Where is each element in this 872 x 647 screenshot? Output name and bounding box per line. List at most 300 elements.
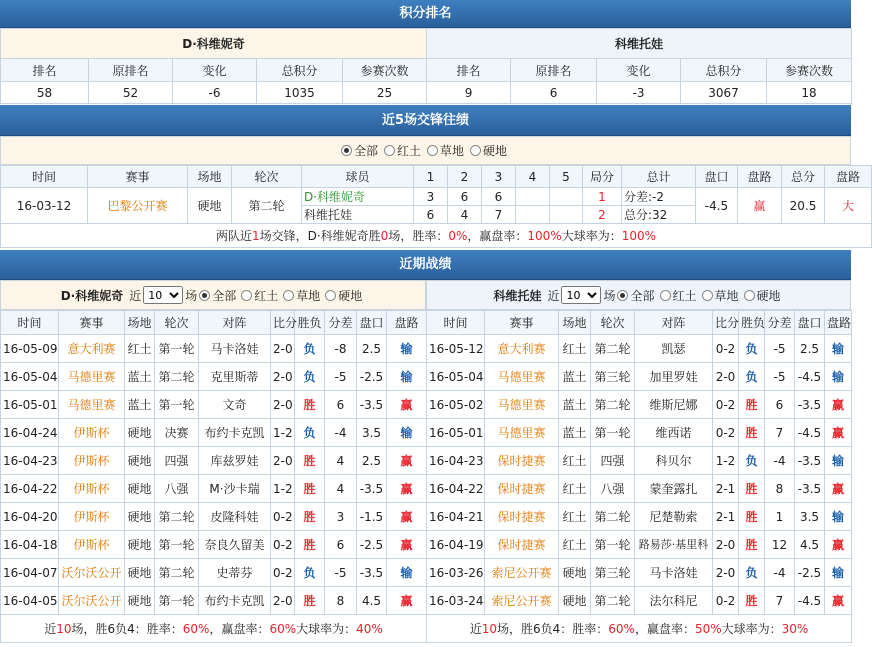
row-round: 第三轮 xyxy=(591,363,635,391)
row-surface: 硬地 xyxy=(125,475,155,503)
row-diff: 12 xyxy=(765,531,795,559)
row-diff: 3 xyxy=(325,503,357,531)
recent-right-filter-label: 红土 xyxy=(672,288,697,303)
row-pan: 输 xyxy=(387,363,427,391)
row-diff: 4 xyxy=(325,475,357,503)
summary-t2: 场，胜6负4：胜率： xyxy=(496,622,609,636)
row-date: 16-05-01 xyxy=(427,419,485,447)
row-handicap: -2.5 xyxy=(795,559,825,587)
row-handicap: -2.5 xyxy=(357,363,387,391)
recent-right-filter-label: 硬地 xyxy=(756,288,781,303)
recent-header: 时间 xyxy=(427,311,485,335)
row-result: 负 xyxy=(739,335,765,363)
summary-n: 10 xyxy=(481,622,497,636)
row-result: 胜 xyxy=(739,587,765,615)
row-result: 负 xyxy=(295,335,325,363)
summary-t4: 大球率为： xyxy=(721,622,782,636)
table-row xyxy=(1,391,427,419)
row-event[interactable]: 伊斯杯 xyxy=(59,419,125,447)
recent-header: 盘口 xyxy=(357,311,387,335)
row-round: 第二轮 xyxy=(591,503,635,531)
row-score: 2-1 xyxy=(713,475,739,503)
radio-icon[interactable] xyxy=(427,145,438,156)
row-event[interactable]: 伊斯杯 xyxy=(59,503,125,531)
row-pan: 输 xyxy=(387,335,427,363)
row-opponent[interactable]: 奈良久留美 xyxy=(199,531,271,559)
recent-header: 盘路 xyxy=(387,311,427,335)
h2h-pan-result: 赢 xyxy=(738,188,782,224)
row-diff: 8 xyxy=(765,475,795,503)
row-score: 2-0 xyxy=(271,391,295,419)
row-round: 第二轮 xyxy=(155,363,199,391)
h2h-date: 16-03-12 xyxy=(1,188,88,224)
standings-header: 变化 xyxy=(597,59,681,82)
radio-icon[interactable] xyxy=(617,290,628,301)
radio-icon[interactable] xyxy=(470,145,481,156)
table-row xyxy=(1,531,427,559)
h2h-summary-text: 大球率为： xyxy=(561,229,622,243)
row-result: 胜 xyxy=(739,391,765,419)
standings-header: 变化 xyxy=(173,59,257,82)
row-event[interactable]: 保时捷赛 xyxy=(485,447,559,475)
row-score: 2-1 xyxy=(713,503,739,531)
row-result: 胜 xyxy=(295,587,325,615)
row-event[interactable]: 沃尔沃公开 xyxy=(59,587,125,615)
recent-right-filter-option[interactable] xyxy=(660,287,697,304)
row-handicap: -3.5 xyxy=(357,559,387,587)
h2h-header: 轮次 xyxy=(232,166,302,188)
row-opponent[interactable]: 法尔科尼 xyxy=(635,587,713,615)
row-opponent[interactable]: 库兹罗娃 xyxy=(199,447,271,475)
row-round: 第一轮 xyxy=(155,391,199,419)
h2h-summary-winrate: 0% xyxy=(448,229,468,243)
row-score: 2-0 xyxy=(713,531,739,559)
row-date: 16-04-23 xyxy=(1,447,59,475)
table-row xyxy=(427,363,852,391)
h2h-player1[interactable]: D·科维妮奇 xyxy=(302,188,414,206)
row-surface: 红土 xyxy=(559,335,591,363)
row-date: 16-03-26 xyxy=(427,559,485,587)
row-surface: 硬地 xyxy=(125,503,155,531)
h2h-p2-set2: 4 xyxy=(448,206,482,224)
h2h-p2-games: 2 xyxy=(583,206,622,224)
row-opponent[interactable]: 克里斯蒂 xyxy=(199,363,271,391)
h2h-header: 赛事 xyxy=(88,166,188,188)
table-row xyxy=(1,419,427,447)
recent-left-panel xyxy=(0,280,426,643)
row-event[interactable]: 马德里赛 xyxy=(485,363,559,391)
table-row xyxy=(1,587,427,615)
row-opponent[interactable]: 马卡洛娃 xyxy=(635,559,713,587)
row-pan: 输 xyxy=(825,335,852,363)
row-round: 决赛 xyxy=(155,419,199,447)
h2h-header: 球员 xyxy=(302,166,414,188)
table-row xyxy=(1,503,427,531)
recent-header: 比分 xyxy=(271,311,295,335)
h2h-player2[interactable]: 科维托娃 xyxy=(302,206,414,224)
h2h-header: 总分 xyxy=(782,166,825,188)
h2h-summary-count: 1 xyxy=(251,229,260,243)
standings-value: 9 xyxy=(427,82,511,104)
recent-right-filter-option[interactable] xyxy=(702,287,739,304)
row-opponent[interactable]: 蒙奎露扎 xyxy=(635,475,713,503)
row-pan: 赢 xyxy=(387,447,427,475)
row-score: 0-2 xyxy=(713,419,739,447)
row-event[interactable]: 索尼公开赛 xyxy=(485,587,559,615)
row-result: 胜 xyxy=(295,475,325,503)
h2h-filter-option[interactable] xyxy=(384,142,421,159)
row-round: 第二轮 xyxy=(155,503,199,531)
row-pan: 赢 xyxy=(387,531,427,559)
row-handicap: 2.5 xyxy=(795,335,825,363)
table-row xyxy=(1,475,427,503)
summary-n: 10 xyxy=(56,622,72,636)
row-pan: 输 xyxy=(387,419,427,447)
match-count-select[interactable] xyxy=(561,286,601,304)
row-event[interactable]: 沃尔沃公开 xyxy=(59,559,125,587)
recent-header: 对阵 xyxy=(199,311,271,335)
row-event[interactable]: 保时捷赛 xyxy=(485,475,559,503)
row-surface: 硬地 xyxy=(125,447,155,475)
row-event[interactable]: 伊斯杯 xyxy=(59,531,125,559)
radio-icon[interactable] xyxy=(325,290,336,301)
table-row xyxy=(427,447,852,475)
row-date: 16-04-22 xyxy=(1,475,59,503)
row-date: 16-05-02 xyxy=(427,391,485,419)
summary-t1: 近 xyxy=(44,622,57,636)
recent-left-player[interactable]: D·科维妮奇 xyxy=(60,288,124,303)
row-opponent[interactable]: 布约卡克凯 xyxy=(199,419,271,447)
row-event[interactable]: 保时捷赛 xyxy=(485,503,559,531)
recent-right-filter-option[interactable] xyxy=(744,287,781,304)
row-round: 第二轮 xyxy=(591,587,635,615)
row-score: 2-0 xyxy=(713,559,739,587)
row-diff: -5 xyxy=(765,363,795,391)
row-round: 第一轮 xyxy=(591,419,635,447)
row-pan: 输 xyxy=(825,559,852,587)
recent-right-filter-option[interactable] xyxy=(617,287,654,304)
h2h-p1-set2: 6 xyxy=(448,188,482,206)
row-opponent[interactable]: 路易莎·基里科 xyxy=(635,531,713,559)
standings-header: 总积分 xyxy=(257,59,343,82)
row-opponent[interactable]: 马卡洛娃 xyxy=(199,335,271,363)
row-handicap: 2.5 xyxy=(357,447,387,475)
recent-left-filter-option[interactable] xyxy=(241,287,278,304)
row-date: 16-05-04 xyxy=(427,363,485,391)
row-opponent[interactable]: 史蒂芬 xyxy=(199,559,271,587)
h2h-p2-set1: 6 xyxy=(414,206,448,224)
row-handicap: 4.5 xyxy=(357,587,387,615)
row-round: 第一轮 xyxy=(591,531,635,559)
standings-header: 参赛次数 xyxy=(767,59,852,82)
row-result: 负 xyxy=(739,559,765,587)
row-round: 第二轮 xyxy=(591,391,635,419)
row-pan: 赢 xyxy=(387,587,427,615)
h2h-p2-set3: 7 xyxy=(482,206,516,224)
row-event[interactable]: 马德里赛 xyxy=(485,419,559,447)
row-event[interactable]: 意大利赛 xyxy=(485,335,559,363)
row-round: 第一轮 xyxy=(155,335,199,363)
h2h-p2-set4 xyxy=(516,206,550,224)
row-round: 第一轮 xyxy=(155,587,199,615)
h2h-header: 4 xyxy=(516,166,550,188)
table-row xyxy=(1,447,427,475)
h2h-filter-option[interactable] xyxy=(427,142,464,159)
near-label: 近 xyxy=(547,288,560,303)
standings-table xyxy=(0,28,852,104)
h2h-header: 1 xyxy=(414,166,448,188)
row-handicap: -2.5 xyxy=(357,531,387,559)
h2h-filter-label: 全部 xyxy=(353,144,378,158)
table-row xyxy=(427,531,852,559)
recent-right-player[interactable]: 科维托娃 xyxy=(493,288,542,303)
row-event[interactable]: 马德里赛 xyxy=(59,363,125,391)
h2h-p1-set1: 3 xyxy=(414,188,448,206)
h2h-p2-set5 xyxy=(550,206,583,224)
recent-right-panel xyxy=(426,280,851,643)
row-surface: 蓝土 xyxy=(125,391,155,419)
recent-header: 时间 xyxy=(1,311,59,335)
row-score: 1-2 xyxy=(271,475,295,503)
radio-icon[interactable] xyxy=(341,145,352,156)
row-handicap: -4.5 xyxy=(795,363,825,391)
standings-value: 3067 xyxy=(681,82,767,104)
row-handicap: -4.5 xyxy=(795,419,825,447)
radio-icon[interactable] xyxy=(384,145,395,156)
standings-left-player: D·科维妮奇 xyxy=(1,29,427,59)
h2h-event[interactable]: 巴黎公开赛 xyxy=(88,188,188,224)
row-event[interactable]: 索尼公开赛 xyxy=(485,559,559,587)
h2h-filter-label: 硬地 xyxy=(483,144,508,158)
table-row xyxy=(1,363,427,391)
row-score: 0-2 xyxy=(713,335,739,363)
row-round: 第二轮 xyxy=(591,335,635,363)
row-opponent[interactable]: 皮隆科娃 xyxy=(199,503,271,531)
row-surface: 蓝土 xyxy=(559,391,591,419)
recent-left-filter-option[interactable] xyxy=(199,287,236,304)
row-surface: 红土 xyxy=(559,531,591,559)
row-handicap: -1.5 xyxy=(357,503,387,531)
row-date: 16-04-05 xyxy=(1,587,59,615)
radio-icon[interactable] xyxy=(702,290,713,301)
row-pan: 赢 xyxy=(387,503,427,531)
row-event[interactable]: 伊斯杯 xyxy=(59,475,125,503)
radio-icon[interactable] xyxy=(241,290,252,301)
h2h-filter-option[interactable] xyxy=(341,142,378,159)
row-event[interactable]: 马德里赛 xyxy=(485,391,559,419)
h2h-header: 盘路 xyxy=(825,166,872,188)
recent-left-filter-bar xyxy=(0,280,426,310)
row-handicap: -3.5 xyxy=(795,391,825,419)
row-event[interactable]: 意大利赛 xyxy=(59,335,125,363)
row-event[interactable]: 马德里赛 xyxy=(59,391,125,419)
row-handicap: 3.5 xyxy=(795,503,825,531)
row-surface: 硬地 xyxy=(125,419,155,447)
row-result: 胜 xyxy=(295,503,325,531)
row-pan: 输 xyxy=(825,363,852,391)
standings-value: 1035 xyxy=(257,82,343,104)
standings-value: 25 xyxy=(343,82,427,104)
row-score: 2-0 xyxy=(713,363,739,391)
row-opponent[interactable]: 文奇 xyxy=(199,391,271,419)
h2h-filter-option[interactable] xyxy=(470,142,507,159)
row-score: 0-2 xyxy=(713,587,739,615)
row-opponent[interactable]: 尼楚勒索 xyxy=(635,503,713,531)
row-pan: 输 xyxy=(387,559,427,587)
row-score: 0-2 xyxy=(713,391,739,419)
h2h-header: 盘口 xyxy=(696,166,738,188)
standings-header: 排名 xyxy=(1,59,89,82)
h2h-round: 第二轮 xyxy=(232,188,302,224)
row-opponent[interactable]: 凯瑟 xyxy=(635,335,713,363)
recent-right-table xyxy=(426,310,852,643)
summary-t4: 大球率为： xyxy=(296,622,357,636)
row-date: 16-04-21 xyxy=(427,503,485,531)
recent-header: 分差 xyxy=(325,311,357,335)
row-date: 16-05-12 xyxy=(427,335,485,363)
standings-value: 6 xyxy=(511,82,597,104)
row-handicap: -3.5 xyxy=(795,447,825,475)
recent-header: 赛事 xyxy=(485,311,559,335)
row-surface: 红土 xyxy=(559,447,591,475)
radio-icon[interactable] xyxy=(199,290,210,301)
row-diff: -4 xyxy=(325,419,357,447)
row-surface: 蓝土 xyxy=(559,419,591,447)
h2h-surface: 硬地 xyxy=(188,188,232,224)
row-opponent[interactable]: 科贝尔 xyxy=(635,447,713,475)
row-pan: 赢 xyxy=(825,531,852,559)
recent-left-filter-label: 草地 xyxy=(296,288,321,303)
h2h-summary-wins: 0 xyxy=(380,229,389,243)
standings-value: 18 xyxy=(767,82,852,104)
summary-pr: 60% xyxy=(269,622,297,636)
radio-icon[interactable] xyxy=(744,290,755,301)
h2h-p1-games: 1 xyxy=(583,188,622,206)
row-surface: 蓝土 xyxy=(125,363,155,391)
unit-label: 场 xyxy=(185,288,198,303)
match-count-select[interactable] xyxy=(143,286,183,304)
table-row xyxy=(427,475,852,503)
row-score: 0-2 xyxy=(271,559,295,587)
row-diff: -4 xyxy=(765,447,795,475)
row-date: 16-04-23 xyxy=(427,447,485,475)
table-row xyxy=(1,559,427,587)
row-round: 四强 xyxy=(155,447,199,475)
row-pan: 赢 xyxy=(825,475,852,503)
row-pan: 赢 xyxy=(825,419,852,447)
h2h-summary xyxy=(1,224,872,248)
row-result: 胜 xyxy=(739,531,765,559)
radio-icon[interactable] xyxy=(660,290,671,301)
summary-t1: 近 xyxy=(469,622,482,636)
row-surface: 红土 xyxy=(559,503,591,531)
row-date: 16-04-20 xyxy=(1,503,59,531)
h2h-summary-text: 场，胜率： xyxy=(388,229,449,243)
row-event[interactable]: 伊斯杯 xyxy=(59,447,125,475)
h2h-header: 5 xyxy=(550,166,583,188)
row-diff: -5 xyxy=(325,559,357,587)
row-opponent[interactable]: M·沙卡瑞 xyxy=(199,475,271,503)
recent-left-filter-option[interactable] xyxy=(283,287,320,304)
table-row xyxy=(427,335,852,363)
h2h-total: 总分:32 xyxy=(622,206,696,224)
standings-header: 排名 xyxy=(427,59,511,82)
summary-wr: 60% xyxy=(608,622,635,636)
row-diff: 1 xyxy=(765,503,795,531)
row-opponent[interactable]: 加里罗娃 xyxy=(635,363,713,391)
summary-t3: ，赢盘率： xyxy=(209,622,270,636)
recent-header: 盘路 xyxy=(825,311,852,335)
row-score: 1-2 xyxy=(713,447,739,475)
summary-t3: ，赢盘率： xyxy=(634,622,695,636)
row-score: 0-2 xyxy=(271,531,295,559)
recent-header: 胜负 xyxy=(739,311,765,335)
row-surface: 硬地 xyxy=(125,531,155,559)
recent-right-filter-label: 草地 xyxy=(714,288,739,303)
row-event[interactable]: 保时捷赛 xyxy=(485,531,559,559)
standings-value: -6 xyxy=(173,82,257,104)
row-diff: 6 xyxy=(325,531,357,559)
table-row xyxy=(427,391,852,419)
row-round: 第二轮 xyxy=(155,559,199,587)
radio-icon[interactable] xyxy=(283,290,294,301)
row-opponent[interactable]: 维斯尼娜 xyxy=(635,391,713,419)
row-result: 胜 xyxy=(739,503,765,531)
standings-value: 58 xyxy=(1,82,89,104)
h2h-header: 盘路 xyxy=(738,166,782,188)
recent-header: 分差 xyxy=(765,311,795,335)
h2h-header: 总计 xyxy=(622,166,696,188)
h2h-filter-label: 红土 xyxy=(396,144,421,158)
row-score: 2-0 xyxy=(271,447,295,475)
row-date: 16-05-04 xyxy=(1,363,59,391)
recent-left-table xyxy=(0,310,427,643)
h2h-summary-text: 两队近 xyxy=(215,229,252,243)
row-diff: -5 xyxy=(765,335,795,363)
row-date: 16-04-24 xyxy=(1,419,59,447)
row-diff: -5 xyxy=(325,363,357,391)
standings-value: 52 xyxy=(89,82,173,104)
row-date: 16-03-24 xyxy=(427,587,485,615)
recent-left-filter-label: 硬地 xyxy=(338,288,363,303)
recent-header: 对阵 xyxy=(635,311,713,335)
summary-t2: 场，胜6负4：胜率： xyxy=(71,622,183,636)
h2h-header: 局分 xyxy=(583,166,622,188)
row-result: 负 xyxy=(739,363,765,391)
standings-header: 原排名 xyxy=(89,59,173,82)
row-surface: 硬地 xyxy=(559,559,591,587)
summary-wr: 60% xyxy=(182,622,210,636)
near-label: 近 xyxy=(129,288,142,303)
row-handicap: -4.5 xyxy=(795,587,825,615)
row-opponent[interactable]: 维西诺 xyxy=(635,419,713,447)
summary-pr: 50% xyxy=(694,622,722,636)
row-date: 16-04-18 xyxy=(1,531,59,559)
row-handicap: -3.5 xyxy=(357,391,387,419)
recent-left-filter-option[interactable] xyxy=(325,287,362,304)
h2h-summary-panrate: 100% xyxy=(527,229,562,243)
row-surface: 红土 xyxy=(559,475,591,503)
row-date: 16-04-22 xyxy=(427,475,485,503)
row-opponent[interactable]: 布约卡克凯 xyxy=(199,587,271,615)
row-score: 2-0 xyxy=(271,335,295,363)
row-score: 1-2 xyxy=(271,419,295,447)
h2h-header: 2 xyxy=(448,166,482,188)
row-surface: 硬地 xyxy=(125,559,155,587)
row-pan: 赢 xyxy=(825,587,852,615)
row-result: 胜 xyxy=(739,475,765,503)
row-result: 负 xyxy=(739,447,765,475)
